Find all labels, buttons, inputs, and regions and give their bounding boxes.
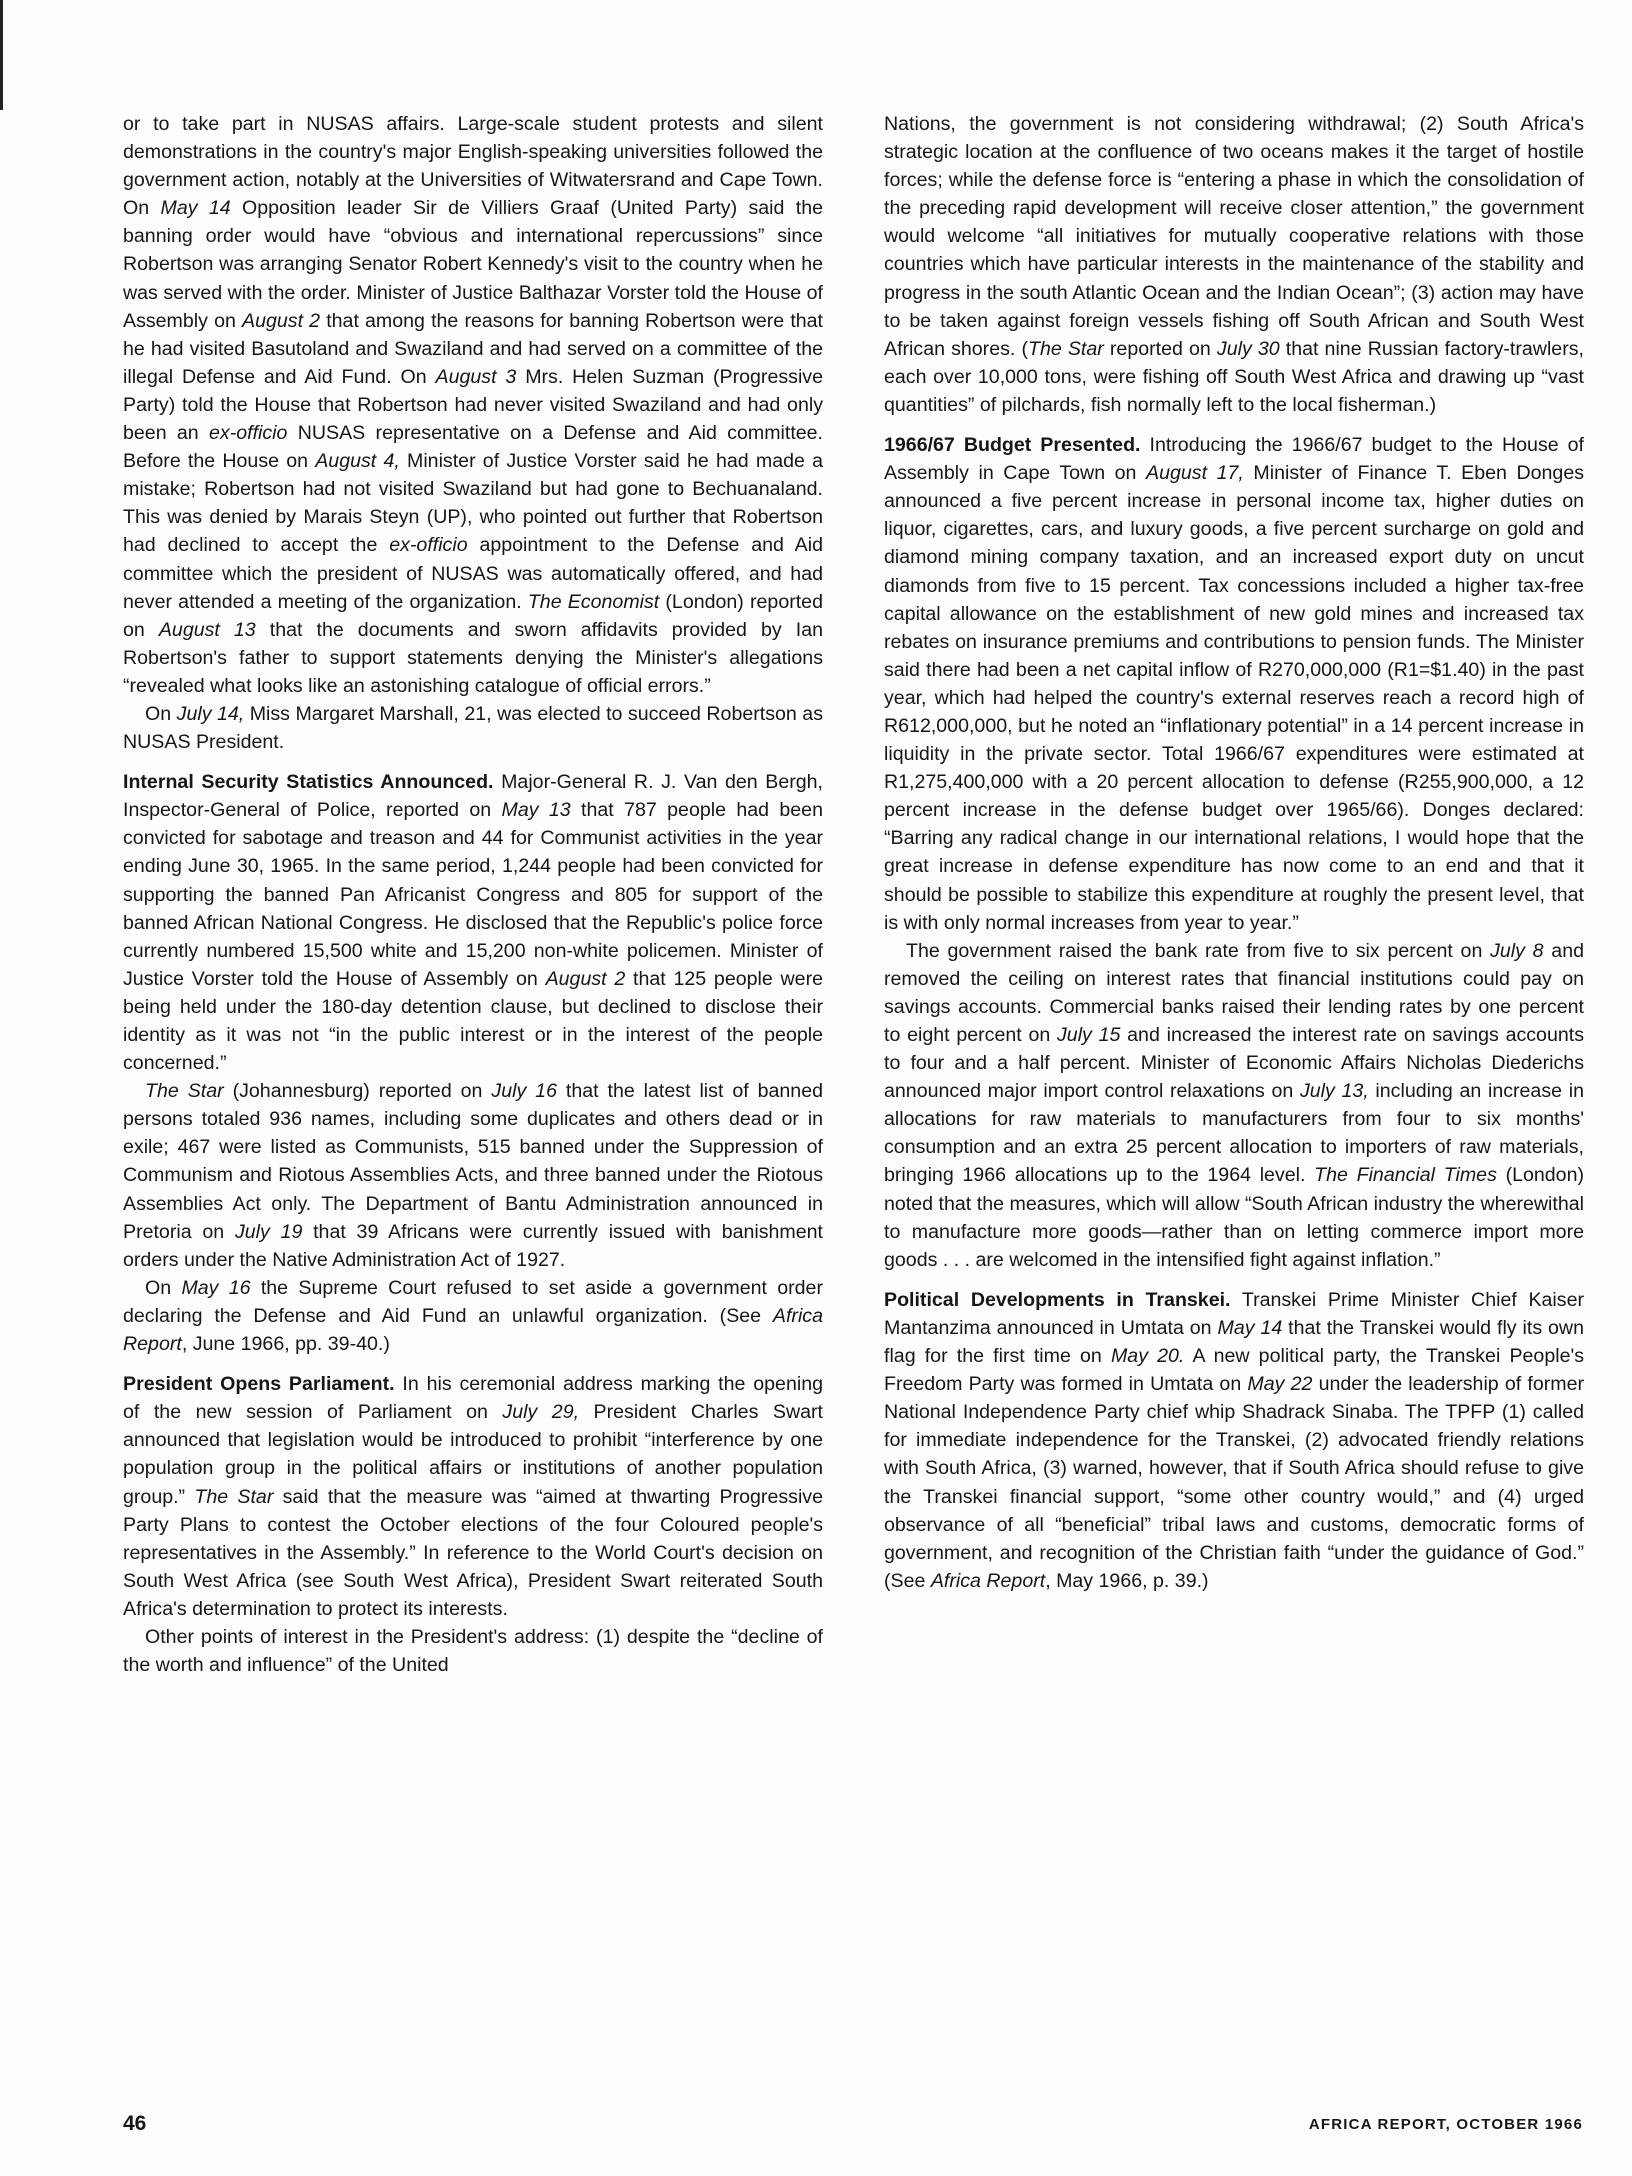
text: On bbox=[145, 1276, 182, 1299]
date: July 30 bbox=[1216, 337, 1280, 360]
date: May 16 bbox=[181, 1276, 251, 1299]
page-edge-mark bbox=[0, 0, 3, 110]
text: that 39 Africans were currently issued with banishment orders under the Native Administration Act of 1927. bbox=[123, 1220, 823, 1271]
text: (Johannesburg) reported on bbox=[223, 1080, 492, 1103]
date: August 2 bbox=[242, 309, 321, 332]
date: July 14, bbox=[176, 702, 245, 725]
date: August 3 bbox=[435, 365, 517, 388]
text: In his ceremonial address marking the opening of the new session of Parliament on bbox=[123, 1373, 823, 1424]
date: July 15 bbox=[1057, 1024, 1121, 1046]
section-heading: 1966/67 Budget Presented. bbox=[884, 434, 1141, 457]
text: the Supreme Court refused to set aside a government order declaring the Defense and Aid Fund an unlawful organization. (See bbox=[123, 1276, 823, 1327]
date: July 29, bbox=[502, 1401, 580, 1424]
left-column bbox=[123, 110, 823, 1679]
publication-name: Africa Report bbox=[930, 1569, 1046, 1592]
text: Minister of Finance T. Eben Donges announced a five percent increase in personal income tax, higher duties on liquor, cigarettes, cars, and luxury goods, a five percent surcharge on gold and diamond mining company taxation, and an increased export duty on uncut diamonds from five to 15 percent. Tax concessions included a higher tax-free capital allowance on the establishment of new gold mines and increased tax rebates on insurance premiums and contributions to pension funds. The Minister said there had been a net capital inflow of R270,000,000 (R1=$1.40) in the past year, which had helped the country's external reserves reach a record high of R612,000,000, but he noted an “inflationary potential” in a 14 percent increase in liquidity in the private sector. Total 1966/67 expenditures were estimated at R1,275,400,000 with a 20 percent allocation to defense (R255,900,000, a 12 percent increase in the defense budget over 1965/66). Donges declared: “Barring any radical change in our international relations, I would hope that the great increase in defense expenditure has now come to an end and that it should be possible to stabilize this expenditure at roughly the present level, that is with only normal increases from year to year.” bbox=[884, 462, 1585, 934]
italic-term: ex-officio bbox=[389, 534, 468, 557]
text: reported on bbox=[1103, 337, 1217, 360]
paragraph-address-points bbox=[123, 1623, 823, 1679]
date: May 14 bbox=[1217, 1316, 1283, 1339]
publication-name: Africa Report bbox=[123, 1304, 823, 1356]
paragraph-nusas-robertson bbox=[123, 110, 823, 700]
text: or to take part in NUSAS affairs. Large-scale student protests and silent demonstrations in the country's major English-speaking universities followed the government action, notably at the Universities of Witwatersrand and Cape Town. On bbox=[123, 113, 823, 220]
text: Nations, the government is not considering withdrawal; (2) South Africa's strategic location at the confluence of two oceans makes it the target of hostile forces; while the defense force is “entering a phase in which the consolidation of the preceding rapid development will receive closer attention,” the government would welcome “all initiatives for mutually cooperative relations with those countries which have particular interests in the maintenance of the stability and progress in the south Atlantic Ocean and the Indian Ocean”; (3) action may have to be taken against foreign vessels fishing off South African and South West African shores. ( bbox=[884, 113, 1584, 360]
text: (London) reported on bbox=[123, 590, 823, 641]
date: August 2 bbox=[545, 967, 626, 990]
text: that the documents and sworn affidavits provided by Ian Robertson's father to support statements denying the Minister's allegations “revealed what looks like an astonishing catalogue of official errors.” bbox=[123, 618, 823, 697]
text: and removed the ceiling on interest rates that financial institutions could pay on savings accounts. Commercial banks raised their lending rates by one percent to eight percent on bbox=[884, 939, 1584, 1046]
paragraph-continued-address bbox=[884, 110, 1584, 419]
section-transkei bbox=[884, 1286, 1584, 1595]
text: that nine Russian factory-trawlers, each over 10,000 tons, were fishing off South West Africa and drawing up “vast quantities” of pilchards, fish normally left to the local fisherman.) bbox=[884, 337, 1584, 416]
text: Minister of Justice Vorster said he had made a mistake; Robertson had not visited Swaziland but had gone to Bechuanaland. This was denied by Marais Steyn (UP), who pointed out further that Robertson had declined to accept the bbox=[123, 450, 823, 557]
text: under the leadership of former National Independence Party chief whip Shadrack Sinaba. The TPFP (1) called for immediate independence for the Transkei, (2) advocated friendly relations with South Africa, (3) warned, however, that if South Africa should refuse to give the Transkei financial support, “some other country would,” and (4) urged observance of all “beneficial” tribal laws and customs, democratic forms of government, and recognition of the Christian faith “under the guidance of God.” (See bbox=[884, 1373, 1585, 1592]
publication-name: The Star bbox=[194, 1485, 274, 1508]
date: August 17, bbox=[1146, 462, 1244, 485]
page-footer bbox=[123, 2112, 1583, 2142]
text: that 787 people had been convicted for sabotage and treason and 44 for Communist activities in the year ending June 30, 1965. In the same period, 1,244 people had been convicted for supporting the banned Pan Africanist Congress and 805 for support of the banned African National Congress. He disclosed that the Republic's police force currently numbered 15,500 white and 15,200 non-white policemen. Minister of Justice Vorster told the House of Assembly on bbox=[123, 799, 823, 990]
publication-line: AFRICA REPORT, OCTOBER 1966 bbox=[1308, 2116, 1583, 2133]
right-column bbox=[884, 110, 1584, 1595]
date: May 20. bbox=[1110, 1345, 1185, 1368]
date: May 13 bbox=[501, 799, 571, 822]
text: A new political party, the Transkei People's Freedom Party was formed in Umtata on bbox=[884, 1345, 1584, 1396]
text: NUSAS representative on a Defense and Aid committee. Before the House on bbox=[123, 422, 823, 473]
section-heading: President Opens Parliament. bbox=[123, 1373, 395, 1396]
text: On bbox=[145, 702, 177, 725]
date: July 19 bbox=[234, 1220, 303, 1243]
section-internal-security bbox=[123, 768, 823, 1077]
date: August 4, bbox=[315, 450, 400, 473]
text: said that the measure was “aimed at thwarting Progressive Party Plans to contest the October elections of the four Coloured people's representatives in the Assembly.” In reference to the World Court's decision on South West Africa (see South West Africa), President Swart reiterated South Africa's determination to protect its interests. bbox=[123, 1485, 823, 1620]
text: Transkei Prime Minister Chief Kaiser Mantanzima announced in Umtata on bbox=[884, 1288, 1585, 1339]
publication-name: The Financial Times bbox=[1314, 1164, 1497, 1187]
section-heading: Political Developments in Transkei. bbox=[884, 1288, 1231, 1311]
text: including an increase in allocations for raw materials to manufacturers from four to six months' consumption and an extra 25 percent allocation to importers of raw materials, bringing 1966 allocations up to the 1964 level. bbox=[884, 1080, 1584, 1187]
text: that the latest list of banned persons totaled 936 names, including some duplicates and others dead or in exile; 467 were listed as Communists, 515 banned under the Suppression of Communism and Riotous Assemblies Acts, and three banned under the Riotous Assemblies Act only. The Department of Bantu Administration announced in Pretoria on bbox=[123, 1080, 823, 1243]
publication-name: The Economist bbox=[527, 590, 660, 613]
text: , June 1966, pp. 39-40.) bbox=[181, 1333, 390, 1356]
publication-name: The Star bbox=[145, 1080, 224, 1103]
italic-term: ex-officio bbox=[209, 422, 288, 445]
page-number: 46 bbox=[123, 2112, 147, 2135]
text: Introducing the 1966/67 budget to the House of Assembly in Cape Town on bbox=[884, 434, 1584, 485]
section-budget bbox=[884, 431, 1584, 937]
text: that among the reasons for banning Robertson were that he had visited Basutoland and Swaziland and had served on a committee of the illegal Defense and Aid Fund. On bbox=[123, 309, 824, 388]
date: May 14 bbox=[160, 197, 231, 220]
text: appointment to the Defense and Aid committee which the president of NUSAS was automatically offered, and had never attended a meeting of the organization. bbox=[123, 534, 823, 613]
date: August 13 bbox=[158, 618, 256, 641]
text: Opposition leader Sir de Villiers Graaf (United Party) said the banning order would have “obvious and international repercussions” since Robertson was arranging Senator Robert Kennedy's visit to the country when he was served with the order. Minister of Justice Balthazar Vorster told the House of Assembly on bbox=[123, 197, 823, 332]
text: Other points of interest in the President's address: (1) despite the “decline of the worth and influence” of the United bbox=[123, 1625, 823, 1677]
date: July 8 bbox=[1490, 939, 1544, 962]
paragraph-marshall bbox=[123, 700, 823, 756]
section-president-parliament bbox=[123, 1370, 823, 1623]
date: May 22 bbox=[1247, 1373, 1313, 1396]
text: Miss Margaret Marshall, 21, was elected to succeed Robertson as NUSAS President. bbox=[123, 702, 823, 754]
text: that 125 people were being held under the 180-day detention clause, but declined to disclose their identity as it was not “in the public interest or in the interest of the people concerned.” bbox=[123, 967, 823, 1075]
text: President Charles Swart announced that legislation would be introduced to prohibit “interference by one population group in the political affairs or institutions of another population group.” bbox=[123, 1401, 823, 1508]
date: July 13, bbox=[1299, 1080, 1369, 1103]
date: July 16 bbox=[491, 1080, 557, 1103]
section-heading: Internal Security Statistics Announced. bbox=[123, 771, 494, 794]
publication-name: The Star bbox=[1027, 337, 1104, 360]
paragraph-bank-rate bbox=[884, 937, 1584, 1274]
text: and increased the interest rate on savings accounts to four and a half percent. Minister of Economic Affairs Nicholas Diederichs announced major import control relaxations on bbox=[884, 1024, 1584, 1103]
text: The government raised the bank rate from five to six percent on bbox=[906, 939, 1491, 962]
text: , May 1966, p. 39.) bbox=[1045, 1569, 1209, 1592]
text: (London) noted that the measures, which will allow “South African industry the wherewithal to manufacture more goods—rather than on letting commerce import more goods . . . are welcomed in the intensified fight against inflation.” bbox=[884, 1164, 1584, 1271]
paragraph-supreme-court bbox=[123, 1274, 823, 1358]
paragraph-banned-persons bbox=[123, 1077, 823, 1274]
text: Mrs. Helen Suzman (Progressive Party) told the House that Robertson had never visited Swaziland and had only been an bbox=[123, 365, 823, 445]
text: Major-General R. J. Van den Bergh, Inspector-General of Police, reported on bbox=[123, 771, 823, 822]
text: that the Transkei would fly its own flag for the first time on bbox=[884, 1316, 1584, 1368]
